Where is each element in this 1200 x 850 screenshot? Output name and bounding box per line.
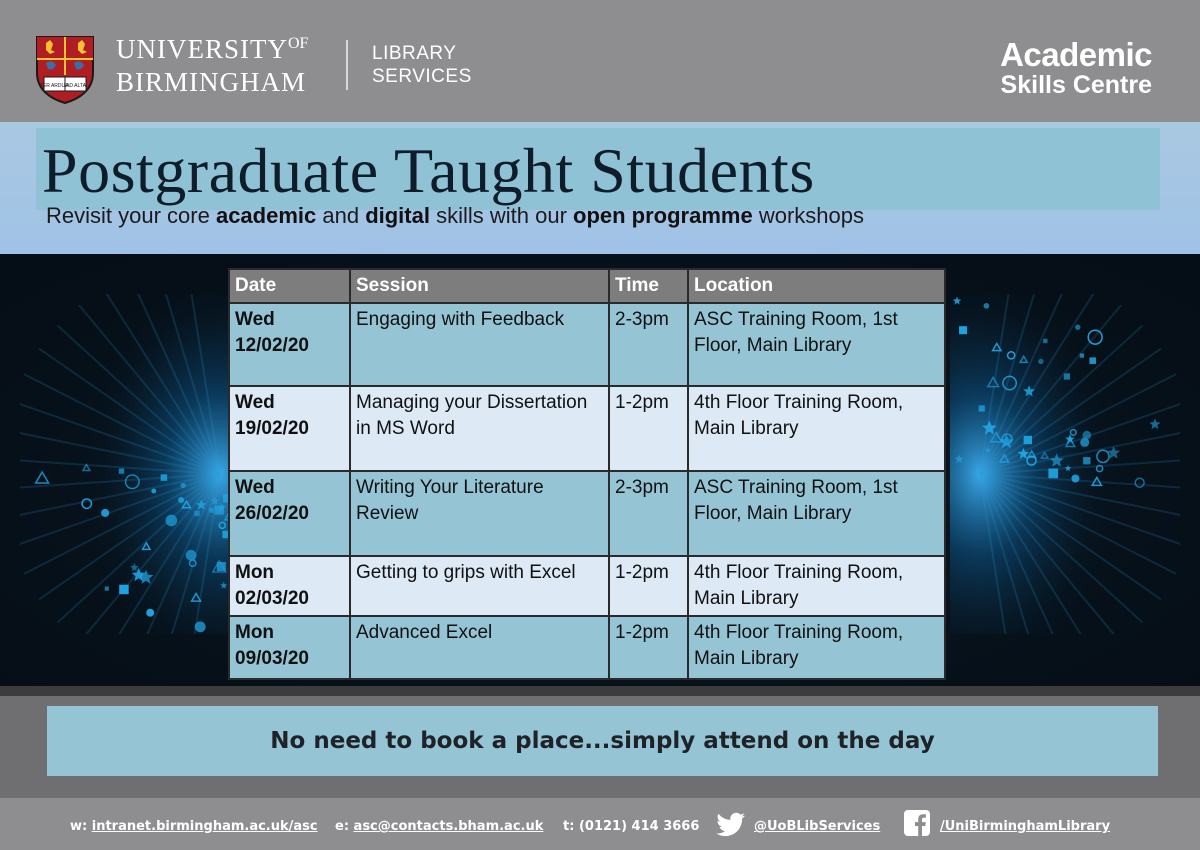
contact-footer (0, 798, 1200, 850)
university-name-line1: UNIVERSITY (116, 34, 288, 64)
facebook-icon[interactable] (904, 810, 930, 836)
location-cell: 4th Floor Training Room, Main Library (688, 616, 945, 679)
university-name-line2: BIRMINGHAM (116, 67, 307, 97)
tel-prefix: t: (563, 819, 575, 834)
date-cell (229, 471, 350, 556)
attendance-banner: No need to book a place...simply attend on the day (47, 706, 1158, 776)
table-row (229, 386, 945, 471)
asc-line1: Academic (1000, 36, 1152, 73)
column-header-time: Time (609, 269, 688, 303)
footer-web (70, 819, 318, 834)
twitter-icon[interactable] (716, 812, 746, 838)
twitter-handle-link[interactable]: @UoBLibServices (754, 819, 881, 834)
table-row (229, 616, 945, 679)
subtitle-emphasis-open-programme: open programme (573, 203, 753, 228)
date-cell (229, 303, 350, 386)
page-subtitle (46, 202, 864, 230)
website-link[interactable]: intranet.birmingham.ac.uk/asc (91, 819, 318, 834)
subtitle-text: workshops (752, 203, 864, 228)
subtitle-text: Revisit your core (46, 203, 216, 228)
date-text: 26/02/20 (235, 503, 309, 524)
footer-email (335, 819, 543, 834)
column-header-date: Date (229, 269, 350, 303)
day-text: Mon (235, 562, 275, 583)
date-text: 02/03/20 (235, 588, 309, 609)
workshop-schedule-table (228, 268, 946, 680)
time-cell: 2-3pm (609, 471, 688, 556)
title-band (0, 122, 1200, 254)
day-text: Wed (235, 392, 275, 413)
subtitle-text: skills with our (429, 203, 574, 228)
date-text: 09/03/20 (235, 648, 309, 669)
time-cell: 1-2pm (609, 386, 688, 471)
time-cell: 1-2pm (609, 616, 688, 679)
footer-twitter (754, 819, 880, 834)
day-text: Wed (235, 477, 275, 498)
library-services-line1: LIBRARY (372, 43, 457, 64)
session-cell: Getting to grips with Excel (350, 556, 609, 616)
session-cell: Advanced Excel (350, 616, 609, 679)
crest-motto-text: PER ARDUA (39, 83, 69, 89)
header-divider (346, 40, 348, 90)
telephone-number: (0121) 414 3666 (578, 819, 700, 834)
day-text: Mon (235, 622, 275, 643)
email-prefix: e: (335, 819, 350, 834)
university-name (116, 36, 308, 96)
session-cell: Writing Your Literature Review (350, 471, 609, 556)
right-icon-burst-decoration (950, 294, 1180, 634)
university-name-of: OF (288, 35, 309, 52)
page-header (0, 0, 1200, 122)
asc-line2: Skills Centre (1000, 71, 1152, 99)
academic-skills-centre-logo (1000, 38, 1152, 98)
day-text: Wed (235, 309, 275, 330)
subtitle-emphasis-academic: academic (215, 203, 317, 228)
date-cell (229, 616, 350, 679)
table-header-row (229, 269, 945, 303)
svg-text:AD ALTA: AD ALTA (66, 83, 86, 89)
location-cell: ASC Training Room, 1st Floor, Main Library (688, 303, 945, 386)
page-title: Postgraduate Taught Students (42, 135, 815, 206)
date-text: 12/02/20 (235, 335, 309, 356)
date-cell (229, 386, 350, 471)
session-cell: Managing your Dissertation in MS Word (350, 386, 609, 471)
date-text: 19/02/20 (235, 418, 309, 439)
time-cell: 2-3pm (609, 303, 688, 386)
session-cell: Engaging with Feedback (350, 303, 609, 386)
web-prefix: w: (70, 819, 88, 834)
footer-telephone (563, 819, 699, 834)
footer-facebook (940, 819, 1110, 834)
left-icon-burst-decoration (20, 294, 250, 634)
subtitle-emphasis-digital: digital (365, 203, 430, 228)
library-services-line2: SERVICES (372, 66, 472, 87)
column-header-location: Location (688, 269, 945, 303)
location-cell: 4th Floor Training Room, Main Library (688, 386, 945, 471)
location-cell: ASC Training Room, 1st Floor, Main Library (688, 471, 945, 556)
university-crest-logo (34, 35, 96, 105)
facebook-page-link[interactable]: /UniBirminghamLibrary (940, 819, 1111, 834)
subtitle-text: and (316, 203, 366, 228)
time-cell: 1-2pm (609, 556, 688, 616)
location-cell: 4th Floor Training Room, Main Library (688, 556, 945, 616)
library-services-label (372, 42, 472, 88)
table-row (229, 556, 945, 616)
table-row (229, 303, 945, 386)
email-link[interactable]: asc@contacts.bham.ac.uk (353, 819, 544, 834)
date-cell (229, 556, 350, 616)
column-header-session: Session (350, 269, 609, 303)
table-row (229, 471, 945, 556)
